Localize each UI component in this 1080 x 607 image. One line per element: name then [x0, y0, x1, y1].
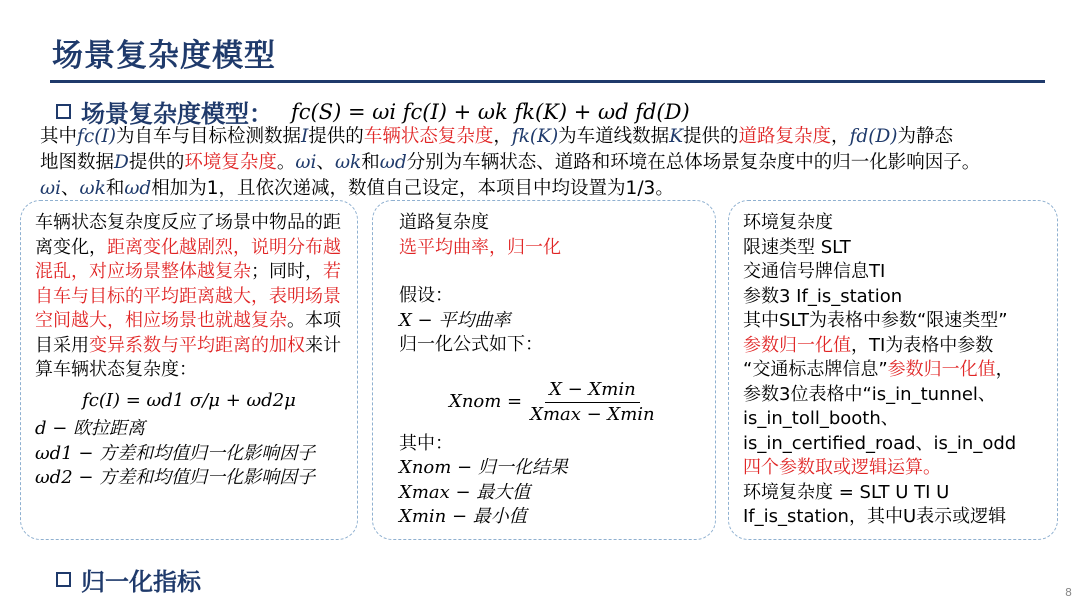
text: ， [831, 126, 850, 147]
math-D: D [114, 152, 129, 173]
text: 为自车与目标检测数据 [115, 126, 301, 147]
math-wi: ωi [40, 178, 62, 199]
checkbox-bullet-icon [56, 104, 71, 119]
fraction-denominator: Xmax − Xmin [530, 404, 655, 425]
intro-line-1 [40, 124, 1060, 150]
normalization-equation [449, 378, 701, 428]
highlight-env-complexity: 环境复杂度 [184, 152, 277, 173]
highlight-text: 距离变化越剧烈，说明分布越混乱，对应场景整体越复杂 [35, 236, 341, 282]
text: 为静态 [897, 126, 954, 147]
complexity-formula: fc(S) = ωi fc(I) + ωk fk(K) + ωd fd(D) [291, 99, 690, 124]
text: ，TI为表格中参数 [851, 334, 994, 356]
road-complexity-title: 道路复杂度 [399, 212, 489, 233]
text: 为车道线数据 [558, 126, 670, 147]
x-definition: X − 平均曲率 [399, 309, 511, 331]
env-line: 四个参数取或逻辑运算。 [743, 457, 941, 478]
page-number: 8 [1065, 586, 1072, 599]
env-line: 限速类型 SLT [743, 236, 851, 258]
highlight-text: 参数归一化值 [887, 359, 996, 380]
definition-xnom: Xnom − 归一化结果 [399, 457, 568, 478]
highlight-text: 变异系数与平均距离的加权 [89, 334, 305, 356]
highlight-road-complexity: 道路复杂度 [738, 126, 832, 147]
definition-xmin: Xmin − 最小值 [399, 506, 527, 527]
math-fd: fd(D) [849, 126, 898, 147]
highlight-text: 参数归一化值 [743, 334, 851, 356]
section-heading-label: 场景复杂度模型： [81, 100, 273, 128]
section-heading-label: 归一化指标 [81, 568, 201, 596]
definition-xmax: Xmax − 最大值 [399, 481, 531, 503]
text: 分别为车辆状态、道路和环境在总体场景复杂度中的归一化影响因子。 [406, 152, 981, 173]
env-line [743, 358, 1043, 383]
text: 、 [61, 178, 80, 199]
text: 地图数据 [40, 152, 115, 173]
title-divider [50, 80, 1045, 83]
environment-complexity-box [728, 200, 1058, 540]
vehicle-complexity-equation: fc(I) = ωd1 σ/μ + ωd2μ [82, 389, 296, 411]
vehicle-complexity-box [20, 200, 358, 540]
road-complexity-method: 选平均曲率，归一化 [399, 236, 561, 258]
slide-title: 场景复杂度模型 [52, 38, 276, 74]
math-wk: ωk [334, 152, 362, 173]
math-wd: ωd [379, 152, 407, 173]
formula-intro: 归一化公式如下： [399, 334, 543, 355]
text: 。本项目采用 [35, 310, 341, 356]
highlight-text: 若自车与目标的平均距离越大，表明场景空间越大，相应场景也就越复杂 [35, 261, 341, 331]
definition-wd1: ωd1 − 方差和均值归一化影响因子 [35, 442, 316, 464]
intro-paragraph [40, 124, 1060, 202]
assume-label: 假设： [399, 285, 453, 306]
text: ；同时， [251, 261, 323, 282]
vehicle-complexity-description [35, 211, 343, 383]
env-line: 参数3 If_is_station [743, 285, 903, 307]
text: 、 [316, 152, 335, 173]
math-wk: ωk [79, 178, 106, 199]
env-line: 参数3位表格中“is_in_tunnel、 [743, 383, 996, 405]
text: 其中 [40, 126, 78, 147]
env-line: 环境复杂度 = SLT U TI U [743, 481, 950, 503]
definition-d: d − 欧拉距离 [35, 418, 146, 439]
intro-line-3 [40, 176, 1060, 202]
fraction-numerator: X − Xmin [545, 378, 640, 404]
math-fk: fk(K) [511, 126, 559, 147]
section-heading-normalization [56, 562, 201, 597]
env-line: 环境复杂度 [743, 212, 833, 233]
text: 提供的 [683, 126, 739, 147]
math-wi: ωi [295, 152, 317, 173]
fraction [530, 378, 655, 428]
road-complexity-box [372, 200, 716, 540]
math-I: I [300, 126, 309, 147]
intro-line-2 [40, 150, 1060, 176]
text: ， [995, 359, 1014, 380]
env-line: is_in_toll_booth、 [743, 408, 899, 429]
text: 提供的 [128, 152, 185, 173]
checkbox-bullet-icon [56, 572, 71, 587]
env-line: If_is_station，其中U表示或逻辑 [743, 506, 1007, 527]
math-wd: ωd [124, 178, 152, 199]
text: 来计算车辆状态复杂度： [35, 334, 341, 380]
math-fc: fc(I) [77, 126, 116, 147]
env-line: is_in_certified_road、is_in_odd [743, 432, 1017, 454]
text: 相加为1，且依次递减，数值自己设定，本项目中均设置为1/3。 [151, 178, 674, 199]
highlight-vehicle-complexity: 车辆状态复杂度 [363, 126, 494, 147]
text: 和 [361, 152, 380, 173]
definition-wd2: ωd2 − 方差和均值归一化影响因子 [35, 467, 316, 488]
equation-lhs: Xnom = [449, 391, 523, 413]
text: 车辆状态复杂度反应了场景中物品的距离变化， [35, 212, 341, 258]
text: ， [493, 126, 512, 147]
text: 和 [105, 178, 125, 199]
text: “交通标志牌信息” [743, 359, 888, 380]
text: 提供的 [308, 126, 364, 147]
env-line: 交通信号牌信息TI [743, 261, 886, 282]
where-label: 其中： [399, 432, 453, 454]
text: 。 [276, 152, 296, 173]
env-line: 其中SLT为表格中参数“限速类型” [743, 310, 1008, 331]
spacer [399, 260, 701, 284]
math-K: K [669, 126, 684, 147]
env-line [743, 334, 1043, 359]
